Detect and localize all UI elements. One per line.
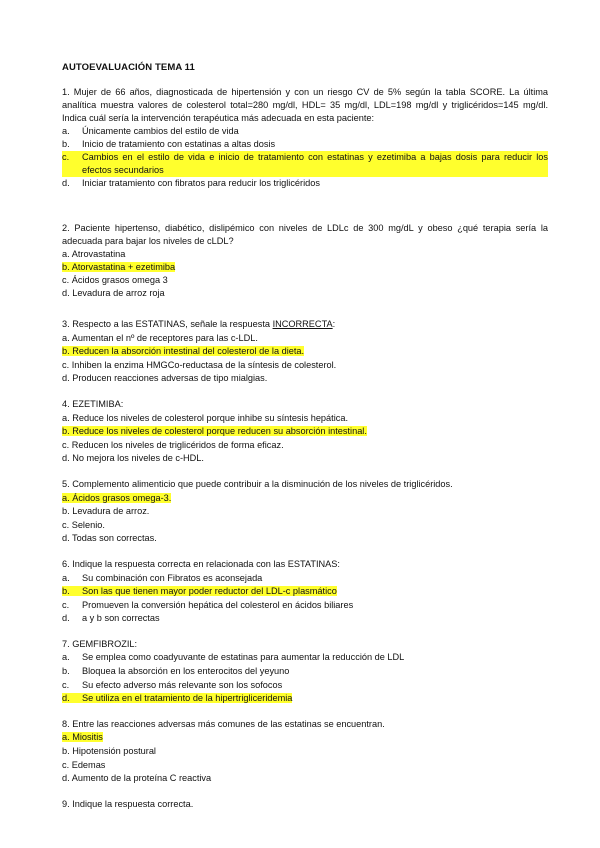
option-a [62,248,548,261]
option-text: d. Aumento de la proteína C reactiva [62,773,212,784]
option-c [62,359,548,373]
option-c [62,759,548,773]
option-text: a. Aumentan el nº de receptores para las c-LDL. [62,332,258,343]
option-a [62,651,548,665]
option-a [62,412,548,426]
option-text: Iniciar tratamiento con fibratos para reducir los triglicéridos [82,178,320,188]
option-text: Bloquea la absorción en los enterocitos del yeyuno [82,666,290,677]
question-8-stem: 8. Entre las reacciones adversas más comunes de las estatinas se encuentran. [62,718,385,729]
question-2-stem: 2. Paciente hipertenso, diabético, dislipémico con niveles de LDLc de 300 mg/dL y obeso ¿qué terapia sería la adecuada para bajar los niveles de cLDL? [62,223,548,246]
option-text: d. No mejora los niveles de c-HDL. [62,453,204,464]
option-b-highlighted-answer [62,345,548,359]
option-c [62,679,548,693]
option-text: d. Todas son correctas. [62,533,157,544]
question-7 [62,638,548,706]
option-text: Su efecto adverso más relevante son los sofocos [82,679,283,690]
option-d [62,287,548,300]
option-text: Cambios en el estilo de vida e inicio de tratamiento con estatinas y ezetimiba a bajas dosis para reducir los efectos secundarios [82,152,548,175]
option-text: Inicio de tratamiento con estatinas a altas dosis [82,139,276,149]
option-b [62,745,548,759]
option-text: a. Miositis [62,732,103,743]
option-c [62,519,548,533]
option-text: d. Producen reacciones adversas de tipo mialgias. [62,373,268,384]
option-letter: b. [62,666,70,677]
question-9-stem: 9. Indique la respuesta correcta. [62,798,194,809]
stem-suffix: : [332,319,336,329]
option-letter: d. [62,613,70,624]
question-1-options [62,125,548,190]
option-d [62,177,548,190]
option-d [62,612,548,626]
question-3 [62,318,548,386]
option-c [62,599,548,613]
question-3-stem [62,318,548,332]
option-text: Se emplea como coadyuvante de estatinas para aumentar la reducción de LDL [82,652,405,663]
option-letter: b. [62,139,70,149]
option-c [62,274,548,287]
option-text: b. Levadura de arroz. [62,506,150,517]
option-b-highlighted-answer [62,425,548,439]
question-1 [62,86,548,190]
option-b [62,665,548,679]
option-a-highlighted-answer [62,492,548,506]
option-a [62,572,548,586]
question-1-stem: 1. Mujer de 66 años, diagnosticada de hipertensión y con un riesgo CV de 5% según la tabla SCORE. La última analítica muestra valores de colesterol total=280 mg/dl, HDL= 35 mg/dl, LDL=198 mg/dl y triglicéridos=145 mg/dl. Indica cuál sería la intervención terapéutica más adecuada en esta paciente: [62,87,548,123]
option-letter: c. [62,152,70,162]
option-text: c. Reducen los niveles de triglicéridos de forma eficaz. [62,439,284,450]
option-a [62,125,548,138]
option-letter: d. [62,178,70,188]
option-a [62,332,548,346]
question-5-stem: 5. Complemento alimenticio que puede contribuir a la disminución de los niveles de triglicéridos. [62,478,453,489]
option-text: Se utiliza en el tratamiento de la hipertrigliceridemia [82,693,293,704]
question-5 [62,478,548,546]
option-text: c. Ácidos grasos omega 3 [62,275,168,285]
option-text: Su combinación con Fibratos es aconsejada [82,572,263,583]
option-b-highlighted-answer [62,585,548,599]
option-letter: a. [62,652,70,663]
option-b-highlighted-answer [62,261,548,274]
option-letter: c. [62,679,70,690]
page-title: AUTOEVALUACIÓN TEMA 11 [62,62,195,73]
question-6-stem: 6. Indique la respuesta correcta en relacionada con las ESTATINAS: [62,558,340,569]
stem-text: 3. Respecto a las ESTATINAS, señale la respuesta [62,319,273,329]
option-text: b. Hipotensión postural [62,746,156,757]
option-d [62,372,548,386]
option-text: d. Levadura de arroz roja [62,288,165,298]
option-d [62,452,548,466]
option-d [62,532,548,546]
questions-3-to-9 [62,318,548,811]
question-4 [62,398,548,466]
option-text: Son las que tienen mayor poder reductor del LDL-c plasmático [82,586,337,597]
question-4-stem: 4. EZETIMIBA: [62,398,124,409]
option-d [62,772,548,786]
question-8 [62,718,548,786]
option-text: b. Reduce los niveles de colesterol porque reducen su absorción intestinal. [62,426,367,437]
option-text: b. Reducen la absorción intestinal del colesterol de la dieta. [62,346,305,357]
stem-emphasis: INCORRECTA [272,319,333,329]
question-9 [62,798,548,812]
option-letter: b. [62,586,70,597]
question-2 [62,222,548,300]
option-a-highlighted-answer [62,731,548,745]
option-text: a. Ácidos grasos omega-3. [62,492,172,503]
option-text: c. Inhiben la enzima HMGCo-reductasa de la síntesis de colesterol. [62,359,337,370]
option-text: c. Selenio. [62,519,105,530]
option-text: a. Atrovastatina [62,249,126,259]
option-text: Promueven la conversión hepática del colesterol en ácidos biliares [82,599,354,610]
question-6 [62,558,548,626]
option-letter: d. [62,693,70,704]
option-d-highlighted-answer [62,692,548,706]
option-letter: c. [62,599,70,610]
option-text: Únicamente cambios del estilo de vida [82,126,239,136]
option-b [62,505,548,519]
option-b [62,138,548,151]
option-c [62,439,548,453]
option-text: c. Edemas [62,759,106,770]
option-letter: a. [62,572,70,583]
option-letter: a. [62,126,70,136]
option-text: a y b son correctas [82,613,160,624]
option-text: b. Atorvastatina + ezetimiba [62,262,176,272]
question-7-stem: 7. GEMFIBROZIL: [62,638,138,649]
option-c-highlighted-answer [62,151,548,177]
option-text: a. Reduce los niveles de colesterol porque inhibe su síntesis hepática. [62,412,349,423]
